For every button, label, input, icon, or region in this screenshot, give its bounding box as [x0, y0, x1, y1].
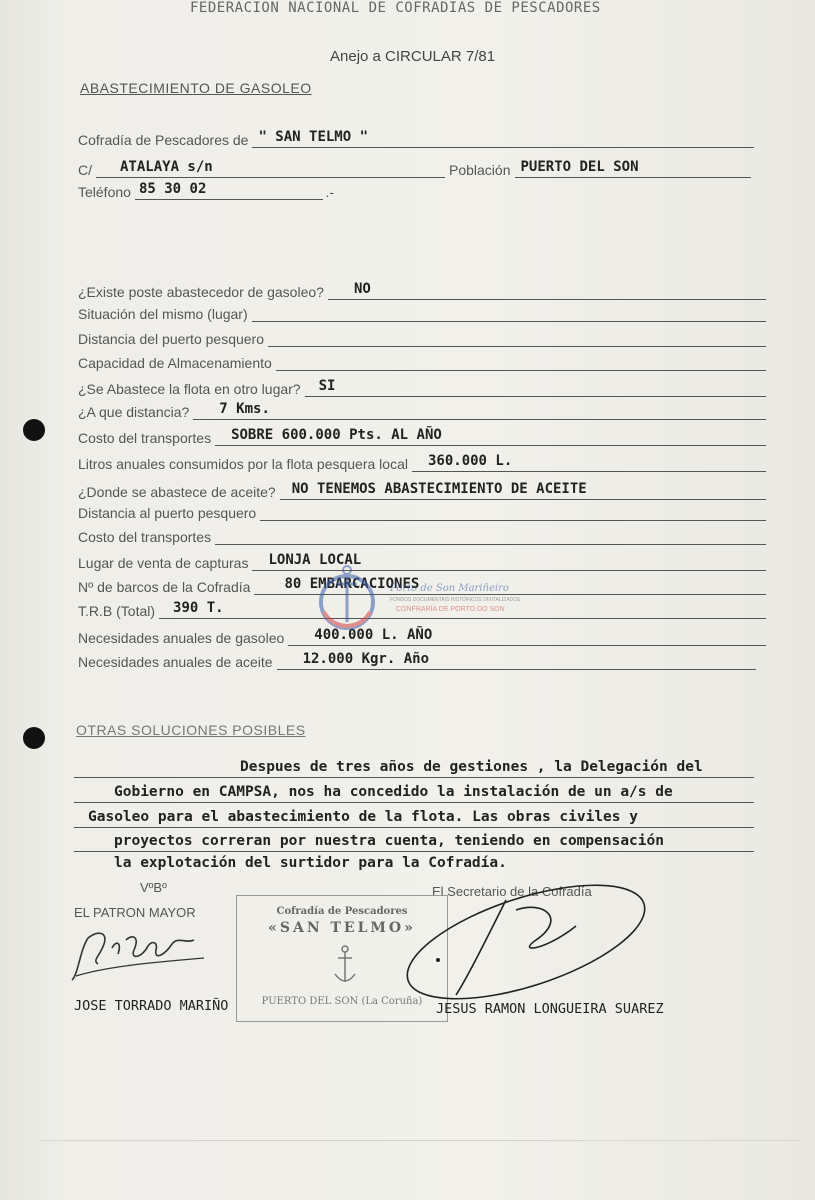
- question-answer: SI: [305, 376, 766, 397]
- question-label: Capacidad de Almacenamiento: [78, 355, 272, 371]
- watermark-source: CONFRARÍA DE PORTO DO SON: [396, 606, 505, 613]
- question-row: [78, 424, 766, 446]
- phone-suffix: .-: [325, 184, 334, 200]
- anchor-logo-icon: [312, 560, 382, 640]
- question-answer: 80 EMBARCACIONES: [254, 574, 766, 595]
- question-answer: 7 Kms.: [193, 399, 766, 420]
- question-row: [78, 450, 766, 472]
- cofradia-name-value: " SAN TELMO ": [252, 127, 754, 148]
- question-label: Costo del transportes: [78, 430, 212, 446]
- stamp-anchor-icon: [333, 944, 357, 988]
- question-answer: [260, 500, 766, 521]
- question-row: [78, 375, 766, 397]
- cofradia-name-label: Cofradía de Pescadores de: [78, 132, 249, 148]
- phone-row: [78, 178, 338, 200]
- question-answer: 360.000 L.: [412, 451, 766, 472]
- question-row: [78, 478, 766, 500]
- stamp-line-1: Cofradía de Pescadores: [276, 906, 408, 917]
- question-label: Lugar de venta de capturas: [78, 555, 249, 571]
- question-answer: LONJA LOCAL: [252, 550, 766, 571]
- question-label: Litros anuales consumidos por la flota pesquera local: [78, 456, 408, 472]
- question-label: Necesidades anuales de aceite: [78, 654, 273, 670]
- question-row: [78, 300, 766, 322]
- stamp-line-2: «SAN TELMO»: [268, 920, 416, 936]
- phone-value: 85 30 02: [135, 179, 324, 200]
- street-label: C/: [78, 162, 92, 178]
- question-row: [78, 523, 766, 545]
- paragraph-line: la explotación del surtidor para la Cofradía.: [114, 855, 507, 871]
- federation-header: FEDERACION NACIONAL DE COFRADIAS DE PESCADORES: [190, 0, 601, 16]
- question-row: [78, 325, 766, 347]
- question-answer: SOBRE 600.000 Pts. AL AÑO: [215, 425, 766, 446]
- address-row: [78, 156, 751, 178]
- question-label: ¿Existe poste abastecedor de gasoleo?: [78, 284, 324, 300]
- street-value: ATALAYA s/n: [96, 157, 445, 178]
- stamp-line-3: PUERTO DEL SON (La Coruña): [261, 996, 423, 1007]
- paragraph-line: Despues de tres años de gestiones , la Delegación del: [74, 756, 754, 778]
- question-label: Necesidades anuales de gasoleo: [78, 630, 285, 646]
- question-label: ¿A que distancia?: [78, 404, 190, 420]
- patron-name: JOSE TORRADO MARIÑO: [74, 998, 229, 1014]
- question-answer: [276, 350, 766, 371]
- question-answer: [215, 524, 766, 545]
- question-answer: NO: [328, 279, 766, 300]
- question-label: Situación del mismo (lugar): [78, 306, 248, 322]
- patron-title: EL PATRON MAYOR: [74, 905, 196, 920]
- paragraph-line: proyectos correran por nuestra cuenta, teniendo en compensación: [74, 830, 754, 852]
- punch-hole-top: [23, 419, 45, 441]
- question-row: [78, 349, 766, 371]
- town-value: PUERTO DEL SON: [515, 157, 752, 178]
- town-label: Población: [449, 162, 511, 178]
- question-row: [78, 398, 766, 420]
- watermark-subtitle: FONDOS DOCUMENTAIS HISTÓRICOS DIXITALIZADOS: [390, 597, 521, 603]
- page-fold-line: [40, 1140, 800, 1141]
- secretary-signature: [396, 880, 656, 1000]
- secretary-title: El Secretario de la Cofradía: [432, 884, 592, 899]
- question-row: [78, 278, 766, 300]
- question-label: Nº de barcos de la Cofradía: [78, 579, 251, 595]
- question-answer: [252, 301, 766, 322]
- secretary-name: JESUS RAMON LONGUEIRA SUAREZ: [436, 1001, 664, 1017]
- vb-label: VºBº: [140, 880, 167, 895]
- patron-signature: [68, 920, 208, 990]
- question-answer: NO TENEMOS ABASTECIMIENTO DE ACEITE: [280, 479, 766, 500]
- annex-reference: Anejo a CIRCULAR 7/81: [330, 48, 496, 65]
- phone-label: Teléfono: [78, 184, 131, 200]
- section-title-gasoleo: ABASTECIMIENTO DE GASOLEO: [80, 80, 312, 96]
- punch-hole-bottom: [23, 727, 45, 749]
- paragraph-line: Gasoleo para el abastecimiento de la flota. Las obras civiles y: [74, 806, 754, 828]
- question-label: T.R.B (Total): [78, 603, 156, 619]
- question-label: ¿Donde se abastece de aceite?: [78, 484, 276, 500]
- watermark-title: Porto de Son Mariñeiro: [390, 583, 509, 594]
- section-title-soluciones: OTRAS SOLUCIONES POSIBLES: [76, 722, 306, 738]
- question-label: Distancia del puerto pesquero: [78, 331, 265, 347]
- cofradia-name-row: [78, 126, 754, 148]
- question-label: ¿Se Abastece la flota en otro lugar?: [78, 381, 301, 397]
- archive-watermark: [312, 560, 521, 640]
- question-row: [78, 499, 766, 521]
- question-row: [78, 648, 756, 670]
- question-answer: [268, 326, 766, 347]
- question-answer: 390 T.: [159, 598, 766, 619]
- question-label: Costo del transportes: [78, 529, 212, 545]
- paragraph-line: Gobierno en CAMPSA, nos ha concedido la instalación de un a/s de: [74, 781, 754, 803]
- question-answer: 400.000 L. AÑO: [288, 625, 766, 646]
- question-answer: 12.000 Kgr. Año: [277, 649, 756, 670]
- question-label: Distancia al puerto pesquero: [78, 505, 257, 521]
